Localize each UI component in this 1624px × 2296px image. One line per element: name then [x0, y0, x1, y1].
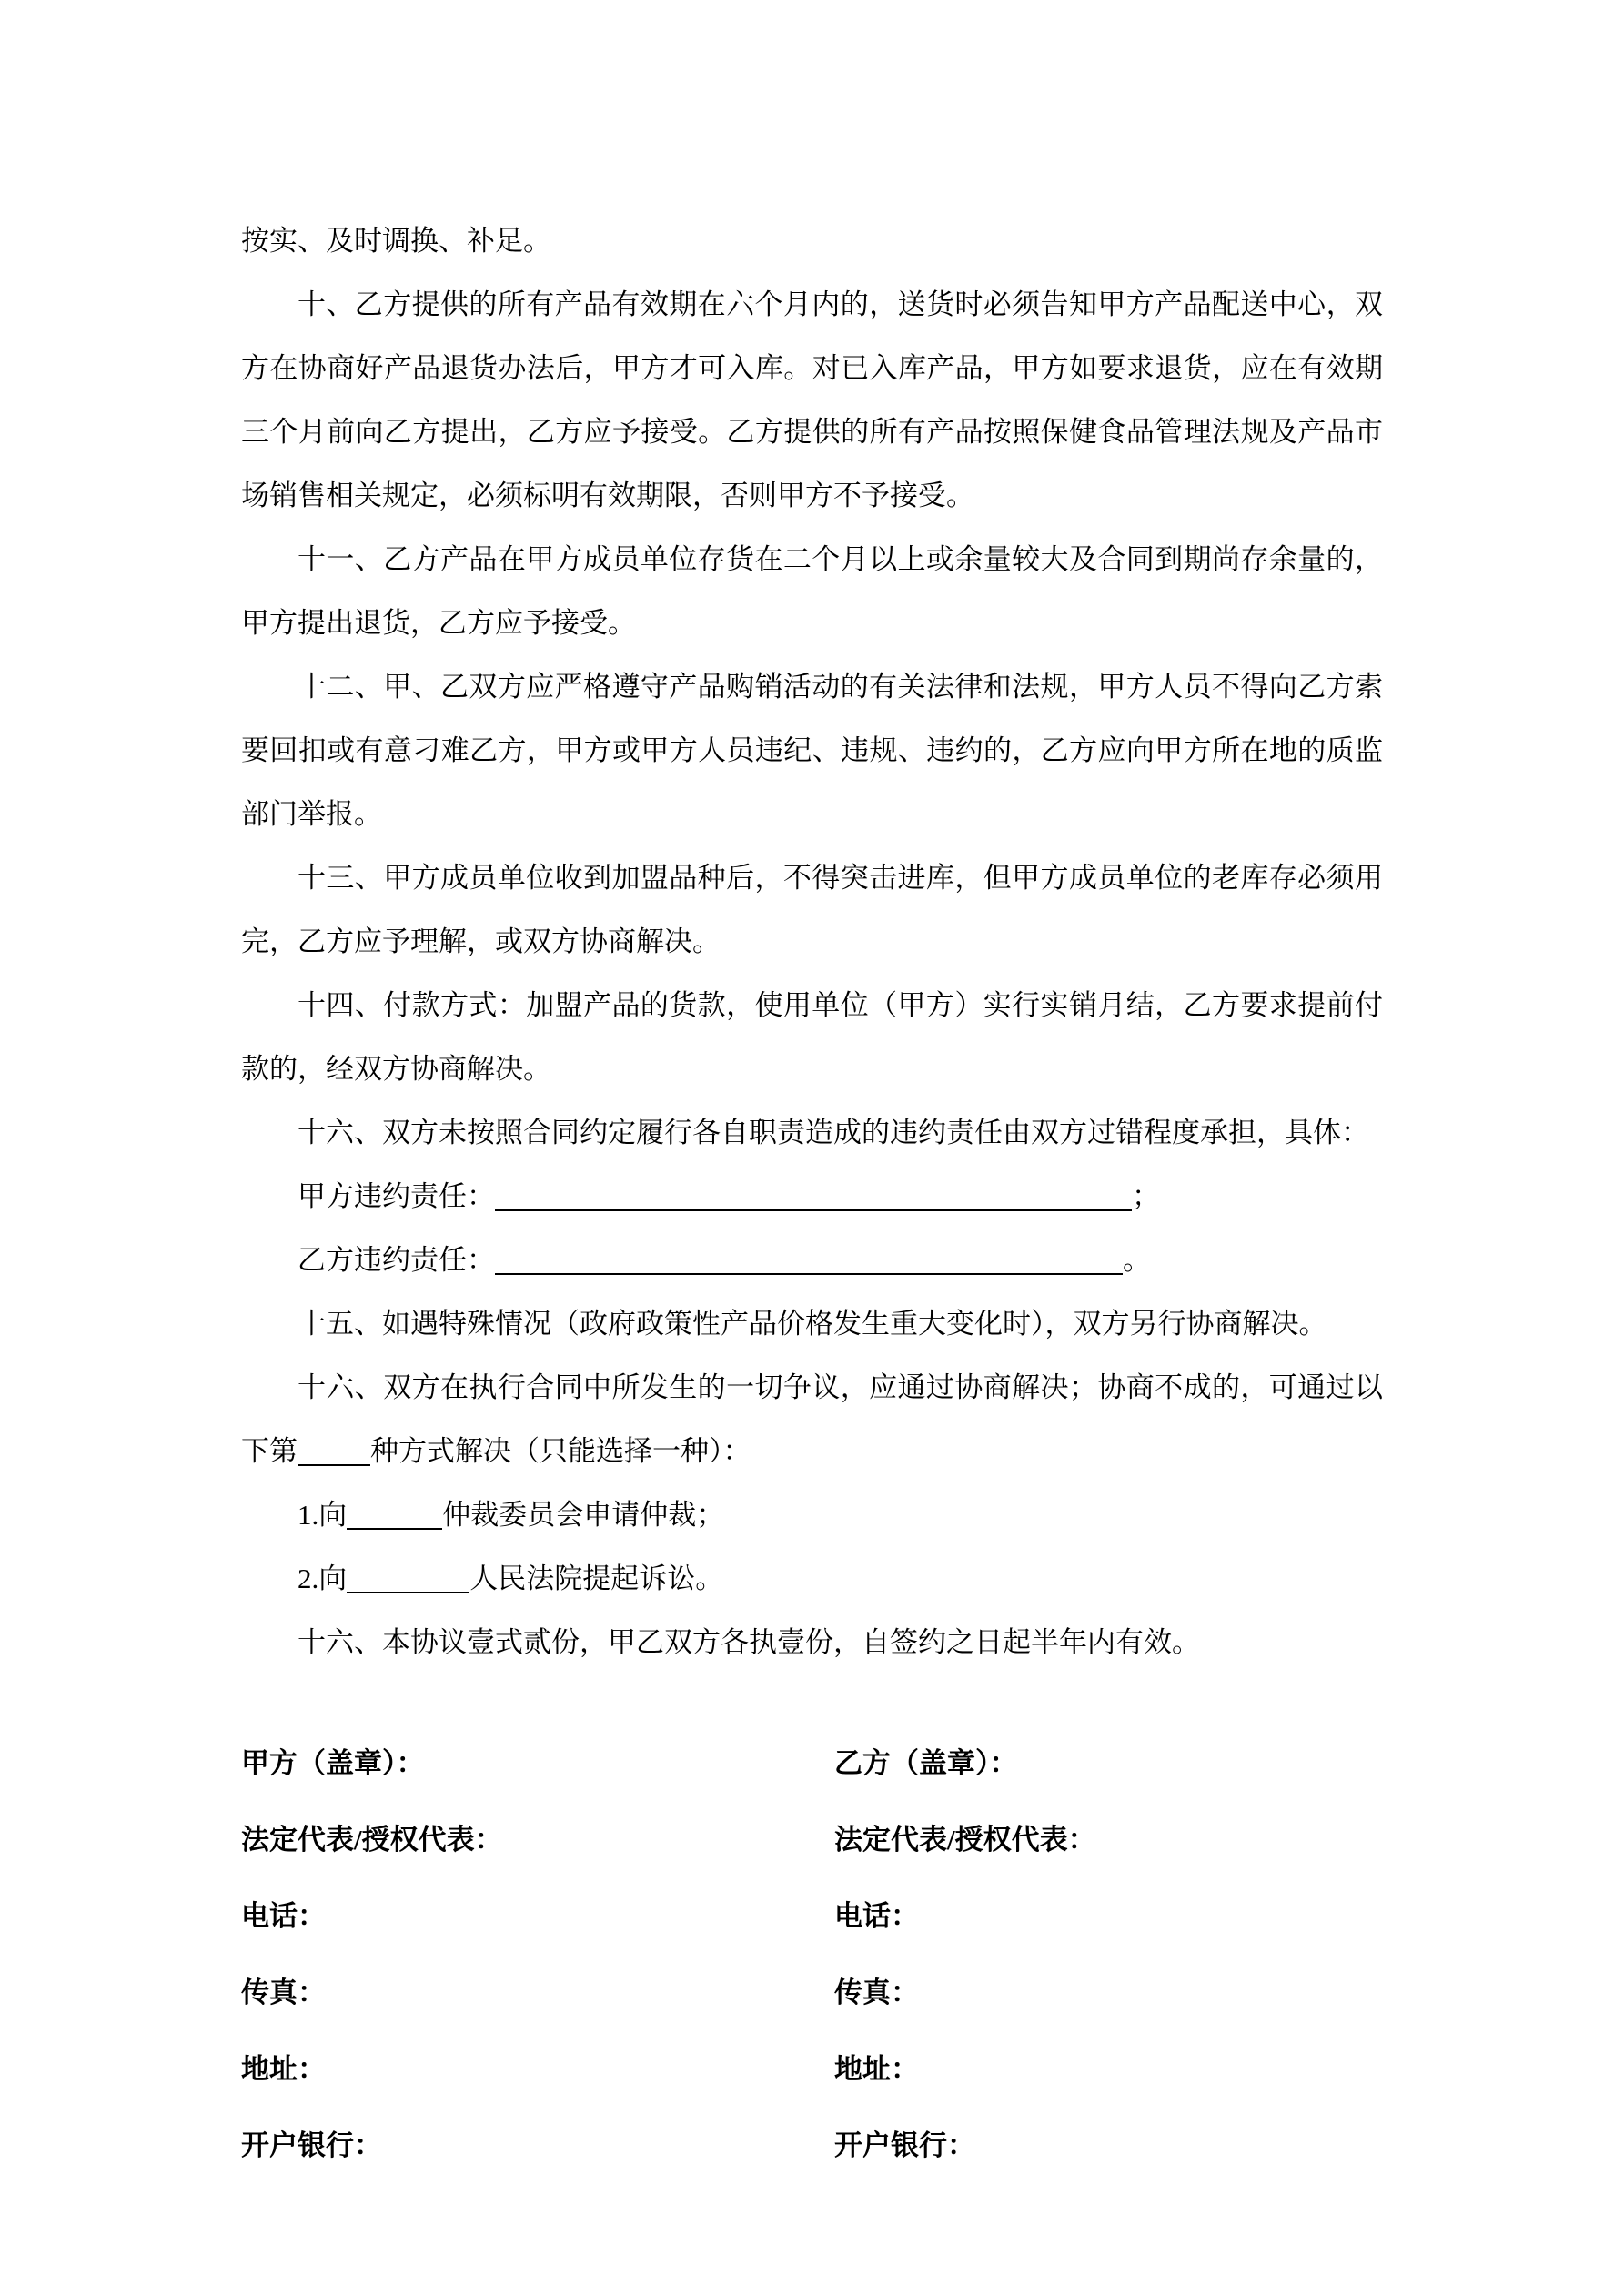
party-a-signature-label: 电话：	[241, 1900, 326, 1932]
paragraph-text: 种方式解决（只能选择一种）：	[370, 1435, 751, 1467]
paragraph-text: 。	[1123, 1244, 1151, 1276]
party-a-signature-label: 法定代表/授权代表：	[241, 1824, 503, 1856]
party-a-signature-label: 开户银行：	[241, 2129, 382, 2161]
contract-paragraph	[241, 655, 1383, 846]
contract-paragraph	[241, 1292, 1383, 1356]
signature-row	[241, 1725, 1383, 1802]
signature-row	[241, 1802, 1383, 1878]
paragraph-text: 十六、双方未按照合同约定履行各自职责造成的违约责任由双方过错程度承担，具体：	[298, 1117, 1369, 1148]
party-b-signature-label: 乙方（盖章）：	[834, 1747, 1018, 1779]
party-b-signature-label: 电话：	[834, 1900, 919, 1932]
paragraph-text: 人民法院提起诉讼。	[469, 1563, 724, 1594]
paragraph-text: 十六、双方在执行合同中所发生的一切争议，应通过协商解决；协商不成的，可通过以下第	[241, 1371, 1383, 1467]
signature-row	[241, 1955, 1383, 2031]
paragraph-text: 2.向	[298, 1563, 348, 1594]
contract-body	[241, 209, 1383, 1674]
paragraph-text: 仲裁委员会申请仲裁；	[442, 1499, 725, 1531]
paragraph-text: 乙方违约责任：	[298, 1244, 495, 1276]
fill-in-blank-underline	[347, 1528, 442, 1530]
paragraph-text: 甲方违约责任：	[298, 1180, 495, 1212]
signature-section	[241, 1725, 1383, 2184]
fill-in-blank-underline	[298, 1464, 370, 1466]
party-a-signature-label: 地址：	[241, 2053, 326, 2085]
contract-paragraph	[241, 974, 1383, 1101]
fill-in-blank-underline	[495, 1273, 1123, 1275]
fill-in-blank-underline	[495, 1209, 1132, 1211]
contract-paragraph	[241, 273, 1383, 528]
contract-paragraph	[241, 1547, 1383, 1611]
party-a-signature-label: 传真：	[241, 1977, 326, 2008]
contract-paragraph	[241, 528, 1383, 655]
paragraph-text: 按实、及时调换、补足。	[241, 225, 551, 257]
paragraph-text: 十二、甲、乙双方应严格遵守产品购销活动的有关法律和法规，甲方人员不得向乙方索要回扣或有意刁难乙方，甲方或甲方人员违纪、违规、违约的，乙方应向甲方所在地的质监部门举报。	[241, 671, 1383, 830]
contract-paragraph	[241, 1356, 1383, 1483]
contract-paragraph	[241, 1101, 1383, 1165]
signature-row	[241, 1878, 1383, 1955]
paragraph-text: 十六、本协议壹式贰份，甲乙双方各执壹份，自签约之日起半年内有效。	[298, 1626, 1200, 1658]
contract-paragraph	[241, 1229, 1383, 1292]
paragraph-text: 1.向	[298, 1499, 348, 1531]
paragraph-text: 十、乙方提供的所有产品有效期在六个月内的，送货时必须告知甲方产品配送中心，双方在协商好产品退货办法后，甲方才可入库。对已入库产品，甲方如要求退货，应在有效期三个月前向乙方提出，乙方应予接受。乙方提供的所有产品按照保健食品管理法规及产品市场销售相关规定，必须标明有效期限，否则甲方不予接受。	[241, 288, 1383, 511]
contract-paragraph	[241, 1611, 1383, 1674]
contract-paragraph	[241, 1165, 1383, 1229]
contract-paragraph	[241, 846, 1383, 974]
signature-row	[241, 2108, 1383, 2184]
contract-paragraph	[241, 1483, 1383, 1547]
party-b-signature-label: 地址：	[834, 2053, 919, 2085]
fill-in-blank-underline	[347, 1592, 469, 1593]
contract-paragraph	[241, 209, 1383, 273]
party-b-signature-label: 开户银行：	[834, 2129, 975, 2161]
paragraph-text: 十一、乙方产品在甲方成员单位存货在二个月以上或余量较大及合同到期尚存余量的，甲方提出退货，乙方应予接受。	[241, 543, 1383, 639]
paragraph-text: ；	[1132, 1180, 1160, 1212]
party-b-signature-label: 法定代表/授权代表：	[834, 1824, 1096, 1856]
party-b-signature-label: 传真：	[834, 1977, 919, 2008]
paragraph-text: 十五、如遇特殊情况（政府政策性产品价格发生重大变化时），双方另行协商解决。	[298, 1308, 1327, 1340]
paragraph-text: 十四、付款方式：加盟产品的货款，使用单位（甲方）实行实销月结，乙方要求提前付款的，经双方协商解决。	[241, 989, 1383, 1085]
paragraph-text: 十三、甲方成员单位收到加盟品种后，不得突击进库，但甲方成员单位的老库存必须用完，乙方应予理解，或双方协商解决。	[241, 862, 1383, 957]
party-a-signature-label: 甲方（盖章）：	[241, 1747, 425, 1779]
signature-row	[241, 2031, 1383, 2108]
